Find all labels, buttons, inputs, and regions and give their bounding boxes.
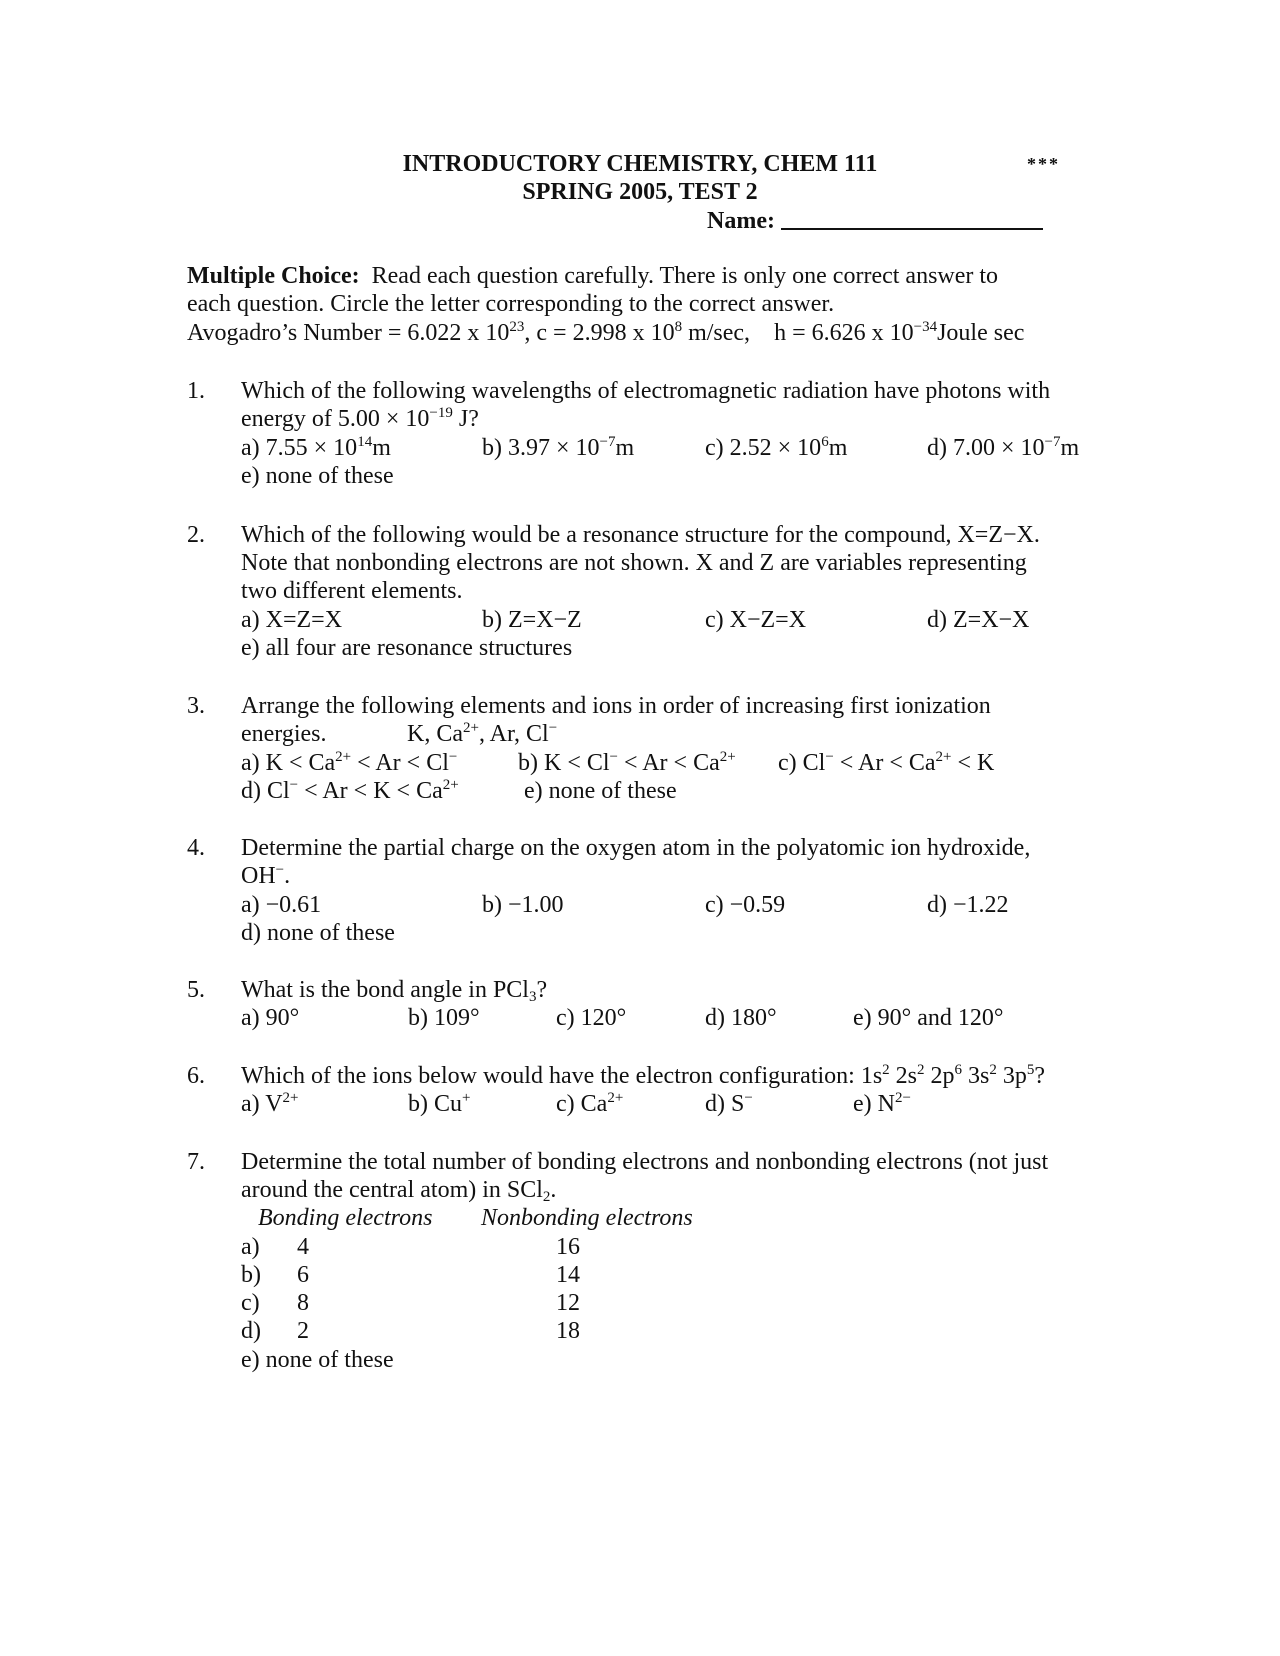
q5-stem-end: ?	[536, 977, 548, 1003]
q6-orb-3p: 3p	[996, 1063, 1027, 1089]
q1-option-c[interactable]	[705, 434, 847, 463]
q1-a-unit: m	[372, 435, 391, 461]
q7-stem-line1: Determine the total number of bonding electrons and nonbonding electrons (not just	[241, 1149, 1049, 1175]
constants-line	[187, 319, 1024, 348]
q7-row-c-nonbonding: 12	[556, 1290, 580, 1316]
q6-stem	[241, 1062, 1045, 1091]
q1-option-d[interactable]	[927, 434, 1079, 463]
q3-c-t1: c) Cl	[778, 750, 826, 776]
q3-species-k-ca: K, Ca	[407, 721, 463, 747]
c-unit: m/sec,	[682, 320, 751, 346]
q5-number: 5.	[187, 977, 205, 1003]
q4-hydroxide: OH	[241, 863, 276, 889]
q3-stem-line2-b	[407, 720, 557, 749]
q6-orb-2p: 2p	[924, 1063, 955, 1089]
q7-row-b-bonding: 6	[297, 1262, 309, 1288]
q2-stem-line3: two different elements.	[241, 578, 463, 604]
q1-d-exp: −7	[1044, 434, 1061, 450]
q7-row-a-nonbonding: 16	[556, 1234, 580, 1260]
q2-number: 2.	[187, 522, 205, 548]
q3-species-ca-charge: 2+	[463, 720, 479, 736]
q6-c-charge: 2+	[607, 1090, 624, 1106]
q1-stem-exp: −19	[429, 405, 453, 421]
q1-a-exp: 14	[357, 434, 373, 450]
q4-option-a[interactable]: a) −0.61	[241, 892, 322, 918]
q3-option-c[interactable]	[778, 749, 994, 778]
instructions-line2: each question. Circle the letter corresponding to the correct answer.	[187, 291, 835, 317]
q1-stem-line2	[241, 405, 479, 434]
q7-stem-line2	[241, 1176, 556, 1205]
q3-d-s1: −	[289, 777, 299, 793]
q1-b-text: b) 3.97 × 10	[482, 435, 600, 461]
q6-option-d[interactable]	[705, 1090, 753, 1119]
q7-row-a-label[interactable]: a)	[241, 1234, 260, 1260]
q6-number: 6.	[187, 1063, 205, 1089]
q6-orb-3s: 3s	[962, 1063, 990, 1089]
q7-row-b-label[interactable]: b)	[241, 1262, 261, 1288]
q2-option-c[interactable]: c) X−Z=X	[705, 607, 807, 633]
q1-a-text: a) 7.55 × 10	[241, 435, 358, 461]
q3-a-s2: −	[448, 749, 458, 765]
q2-option-b[interactable]: b) Z=X−Z	[482, 607, 582, 633]
q1-option-a[interactable]	[241, 434, 391, 463]
q6-b-charge: +	[462, 1090, 471, 1106]
q3-option-e[interactable]: e) none of these	[524, 778, 677, 804]
q6-e-text: e) N	[853, 1091, 895, 1117]
q1-c-exp: 6	[821, 434, 829, 450]
q6-sup-5: 5	[1026, 1062, 1035, 1078]
q6-option-a[interactable]	[241, 1090, 299, 1119]
q7-stem-end: .	[550, 1177, 557, 1203]
q1-stem-text: energy of 5.00 × 10	[241, 406, 430, 432]
q6-a-text: a) V	[241, 1091, 283, 1117]
q5-stem-text: What is the bond angle in PCl	[241, 977, 529, 1003]
q3-option-a[interactable]	[241, 749, 457, 778]
q3-b-s2: 2+	[719, 749, 736, 765]
q7-option-e[interactable]: e) none of these	[241, 1347, 394, 1373]
q4-stem-line1: Determine the partial charge on the oxygen atom in the polyatomic ion hydroxide,	[241, 835, 1031, 861]
q5-stem	[241, 976, 547, 1005]
q5-option-e[interactable]: e) 90° and 120°	[853, 1005, 1004, 1031]
q3-a-t1: a) K < Ca	[241, 750, 336, 776]
q3-number: 3.	[187, 693, 205, 719]
q4-number: 4.	[187, 835, 205, 861]
c-exp: 8	[674, 319, 683, 335]
q6-d-charge: −	[744, 1090, 753, 1106]
q1-d-unit: m	[1060, 435, 1080, 461]
name-label: Name:	[707, 208, 775, 234]
q7-row-c-bonding: 8	[297, 1290, 309, 1316]
instructions-text1: Read each question carefully. There is only one correct answer to	[371, 263, 999, 289]
q6-stem-end: ?	[1034, 1063, 1045, 1089]
q3-b-s1: −	[609, 749, 619, 765]
q7-row-b-nonbonding: 14	[556, 1262, 580, 1288]
q4-option-b[interactable]: b) −1.00	[482, 892, 564, 918]
q3-b-t2: < Ar < Ca	[618, 750, 720, 776]
q5-option-d[interactable]: d) 180°	[705, 1005, 777, 1031]
q6-orb-2s: 2s	[889, 1063, 917, 1089]
q3-c-s1: −	[825, 749, 834, 765]
q1-b-unit: m	[615, 435, 635, 461]
q3-d-t1: d) Cl	[241, 778, 290, 804]
q3-option-b[interactable]	[518, 749, 736, 778]
q6-sup-3: 6	[954, 1062, 962, 1078]
name-blank-line[interactable]	[781, 206, 1043, 230]
q5-option-c[interactable]: c) 120°	[556, 1005, 627, 1031]
q6-d-text: d) S	[705, 1091, 745, 1117]
q7-row-d-nonbonding: 18	[556, 1318, 580, 1344]
q1-d-text: d) 7.00 × 10	[927, 435, 1045, 461]
q4-option-e[interactable]: d) none of these	[241, 920, 395, 946]
q6-stem-text: Which of the ions below would have the electron configuration: 1s	[241, 1063, 883, 1089]
avogadro-text: Avogadro’s Number = 6.022 x 10	[187, 320, 510, 346]
q3-a-t2: < Ar < Cl	[351, 750, 449, 776]
q2-option-e[interactable]: e) all four are resonance structures	[241, 635, 573, 661]
name-field	[707, 206, 1043, 236]
q1-number: 1.	[187, 378, 205, 404]
q4-hydroxide-charge: −	[275, 862, 285, 878]
q7-number: 7.	[187, 1149, 205, 1175]
q3-d-s2: 2+	[442, 777, 459, 793]
q4-option-c[interactable]: c) −0.59	[705, 892, 786, 918]
q4-option-d[interactable]: d) −1.22	[927, 892, 1009, 918]
q7-col-bonding: Bonding electrons	[258, 1205, 433, 1231]
q4-stem-line2	[241, 862, 290, 891]
q6-a-charge: 2+	[282, 1090, 299, 1106]
h-exp: −34	[913, 319, 938, 335]
q2-stem-line1: Which of the following would be a resonance structure for the compound, X=Z−X.	[241, 522, 1040, 548]
q3-c-s2: 2+	[935, 749, 952, 765]
q1-c-unit: m	[828, 435, 848, 461]
q1-c-text: c) 2.52 × 10	[705, 435, 822, 461]
q6-sup-4: 2	[989, 1062, 997, 1078]
h-text: h = 6.626 x 10	[774, 320, 914, 346]
q7-row-d-label[interactable]: d)	[241, 1318, 261, 1344]
q1-stem-end: J?	[452, 406, 479, 432]
q6-option-e[interactable]	[853, 1090, 911, 1119]
q3-species-ar-cl: , Ar, Cl	[478, 721, 549, 747]
q6-option-c[interactable]	[556, 1090, 623, 1119]
instructions-line1	[187, 262, 998, 291]
term-title: SPRING 2005, TEST 2	[522, 179, 758, 205]
q5-option-a[interactable]: a) 90°	[241, 1005, 300, 1031]
q5-stem-sub: 3	[528, 989, 537, 1005]
avogadro-exp: 23	[509, 319, 525, 335]
q3-stem-line1: Arrange the following elements and ions in order of increasing first ionization	[241, 693, 991, 719]
q2-option-d[interactable]: d) Z=X−X	[927, 607, 1030, 633]
q7-stem-text: around the central atom) in SCl	[241, 1177, 543, 1203]
q7-row-a-bonding: 4	[297, 1234, 309, 1260]
q4-stem-end: .	[284, 863, 291, 889]
c-text: , c = 2.998 x 10	[524, 320, 675, 346]
q3-species-cl-charge: −	[548, 720, 558, 736]
q3-d-t2: < Ar < K < Ca	[298, 778, 443, 804]
stars-mark: ***	[1027, 154, 1060, 174]
instructions-heading: Multiple Choice:	[187, 263, 360, 289]
q7-stem-sub: 2	[542, 1189, 551, 1205]
q5-option-b[interactable]: b) 109°	[408, 1005, 480, 1031]
q6-option-b[interactable]	[408, 1090, 470, 1119]
q3-option-d[interactable]	[241, 777, 459, 806]
q1-option-e[interactable]: e) none of these	[241, 463, 394, 489]
q3-a-s1: 2+	[335, 749, 352, 765]
q7-row-d-bonding: 2	[297, 1318, 309, 1344]
q7-row-c-label[interactable]: c)	[241, 1290, 260, 1316]
q6-c-text: c) Ca	[556, 1091, 608, 1117]
q2-option-a[interactable]: a) X=Z=X	[241, 607, 343, 633]
q1-stem-line1: Which of the following wavelengths of electromagnetic radiation have photons with	[241, 378, 1051, 404]
q1-option-b[interactable]	[482, 434, 634, 463]
h-unit: Joule sec	[937, 320, 1025, 346]
q3-c-t2: < Ar < Ca	[833, 750, 936, 776]
q1-b-exp: −7	[599, 434, 616, 450]
q3-stem-line2-a: energies.	[241, 721, 327, 747]
q3-c-t3: < K	[951, 750, 995, 776]
q6-sup-1: 2	[882, 1062, 890, 1078]
q3-b-t1: b) K < Cl	[518, 750, 610, 776]
q2-stem-line2: Note that nonbonding electrons are not shown. X and Z are variables representing	[241, 550, 1027, 576]
q6-b-text: b) Cu	[408, 1091, 462, 1117]
q7-col-nonbonding: Nonbonding electrons	[481, 1205, 693, 1231]
q6-e-charge: 2−	[894, 1090, 911, 1106]
q6-sup-2: 2	[917, 1062, 925, 1078]
course-title: INTRODUCTORY CHEMISTRY, CHEM 111	[402, 151, 878, 177]
